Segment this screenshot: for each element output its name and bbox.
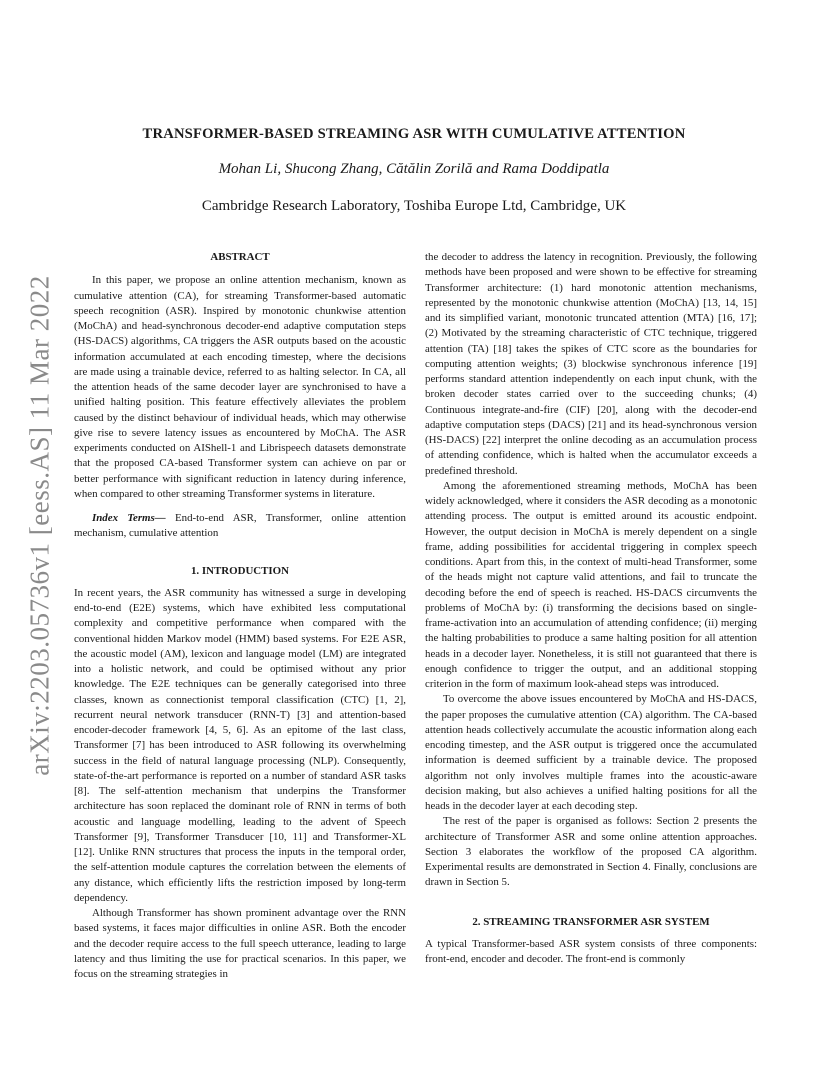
intro-paragraph-1: In recent years, the ASR community has witnessed a surge in developing end-to-end (E2E) systems, which have exhibited less computational complexity and competitive performance when compared with the conventional hidden Markov model (HMM) based systems. For E2E ASR, the acoustic model (AM), lexicon and language model (LM) are integrated into a holistic network, and could be optimised without any prior knowledge. The E2E techniques can be generally categorised into three classes, known as connectionist temporal classification (CTC) [1, 2], recurrent neural network transducer (RNN-T) [3] and attention-based encoder-decoder framework [4, 5, 6]. As an epitome of the last class, Transformer [7] has been introduced to ASR following its overwhelming success in the field of natural language processing (NLP). Consequently, state-of-the-art performance is reported on a number of standard ASR tasks [8]. The self-attention mechanism that underpins the Transformer architecture has soon replaced the dominant role of RNN in terms of both acoustic and language modelling, leading to the advent of Speech Transformer [9], Transformer Transducer [10, 11] and Transformer-XL [12]. Unlike RNN structures that process the inputs in the temporal order, the self-attention module captures the correlation between the elements of any distance, which efficiently lifts the restriction imposed by long-term dependency. bbox=[74, 586, 406, 904]
paper-affiliation: Cambridge Research Laboratory, Toshiba Europe Ltd, Cambridge, UK bbox=[201, 198, 627, 214]
section2-paragraph-1: A typical Transformer-based ASR system consists of three components: front-end, encoder and decoder. The front-end is commonly bbox=[425, 937, 757, 965]
section2-heading: 2. STREAMING TRANSFORMER ASR SYSTEM bbox=[472, 915, 710, 928]
index-terms-text: End-to-end ASR, Transformer, online attention mechanism, cumulative attention bbox=[74, 512, 407, 540]
arxiv-identifier-sidebar bbox=[18, 270, 62, 780]
abstract-text: In this paper, we propose an online attention mechanism, known as cumulative attention (CA), for streaming Transformer-based automatic speech recognition (ASR). Inspired by monotonic chunkwise attention (MoChA) and head-synchronous decoder-end adaptive computation steps (HS-DACS) algorithms, CA triggers the ASR outputs based on the acoustic information accumulated at each encoding timestep, where the decisions are made using a trainable device, referred to as halting selector. In CA, all the attention heads of the same decoder layer are synchronised to have a unified halting position. This feature effectively alleviates the problem caused by the distinct behaviour of individual heads, which may otherwise give rise to severe latency issues as encountered by MoChA. The ASR experiments conducted on AIShell-1 and Librispeech datasets demonstrate that the proposed CA-based Transformer system can achieve on par or better performance with significant reduction in latency during inference, when compared to other streaming Transformer systems in literature. bbox=[74, 274, 406, 500]
intro-paragraph-4: Among the aforementioned streaming methods, MoChA has been widely acknowledged, where it considers the ASR decoding as a monotonic attending process. The output is emitted around its acoustic endpoint. However, the output decision in MoChA is merely dependent on a single frame, adding possibilities for accidental triggering in complex speech conditions. Apart from this, in the context of multi-head Transformer, some of the heads might not capture valid attentions, and fail to truncate the decoding before the end of speech is reached. HS-DACS circumvents the problems of MoChA by: (i) transforming the decisions based on single-frame-activation into an accumulation of attending confidence; (ii) merging the halting probabilities to produce a same halting position for all attention heads in a decoder layer. Nonetheless, it is still not guaranteed that there is enough confidence to trigger the output, and an additional stopping criterion in the form of maximum look-ahead steps was introduced. bbox=[425, 479, 757, 690]
paper-title: TRANSFORMER-BASED STREAMING ASR WITH CUMULATIVE ATTENTION bbox=[142, 126, 686, 142]
intro-heading: 1. INTRODUCTION bbox=[190, 564, 290, 577]
right-column bbox=[425, 250, 757, 967]
intro-paragraph-3: the decoder to address the latency in recognition. Previously, the following methods have been proposed and were shown to be effective for streaming Transformer architecture: (1) hard monotonic attention mechanisms, represented by the monotonic chunkwise attention (MoChA) [13, 14, 15] and its simplified variant, monotonic truncated attention (MTA) [16, 17]; (2) Motivated by the streaming characteristic of CTC technique, triggered attention (TA) [18] takes the spikes of CTC score as the boundaries for computing attention weights; (3) blockwise synchronous inference [19] performs standard attention independently on each input chunk, with the broken decoder states carried over to the succeeding chunks; (4) Continuous integrate-and-fire (CIF) [20], along with the decoder-end adaptive computation steps (DACS) [21] and its head-synchronous version (HS-DACS) [22] interpret the online decoding as an accumulation process of attending confidence, which is halted when the accumulator exceeds a predefined threshold. bbox=[425, 251, 757, 477]
index-terms-label: Index Terms— bbox=[92, 512, 166, 524]
intro-paragraph-5: To overcome the above issues encountered by MoChA and HS-DACS, the paper proposes the cumulative attention (CA) algorithm. The CA-based attention heads collectively accumulate the acoustic information along each encoding timestep, and the ASR output is triggered once the accumulated information is deemed sufficient by a trainable device. The proposed algorithm not only involves multiple frames into the acoustic-aware decision making, but also achieves a unified halting positions for all the heads in the decoder layer at each decoding step. bbox=[425, 693, 757, 812]
arxiv-identifier: arXiv:2203.05736v1 [eess.AS] 11 Mar 2022 bbox=[24, 274, 55, 776]
paper-authors: Mohan Li, Shucong Zhang, Cătălin Zorilă and Rama Doddipatla bbox=[218, 161, 610, 177]
left-column bbox=[74, 250, 406, 982]
intro-paragraph-6: The rest of the paper is organised as follows: Section 2 presents the architecture of Transformer ASR and some online attention approaches. Section 3 elaborates the workflow of the proposed CA algorithm. Experimental results are demonstrated in Section 4. Finally, conclusions are drawn in Section 5. bbox=[425, 815, 757, 889]
intro-paragraph-2: Although Transformer has shown prominent advantage over the RNN based systems, it faces major difficulties in online ASR. Both the encoder and the decoder require access to the full speech utterance, leading to large latency and thus limiting the use for practical scenarios. In this paper, we focus on the streaming strategies in bbox=[74, 907, 406, 980]
abstract-heading: ABSTRACT bbox=[210, 251, 270, 263]
index-terms bbox=[74, 511, 406, 542]
